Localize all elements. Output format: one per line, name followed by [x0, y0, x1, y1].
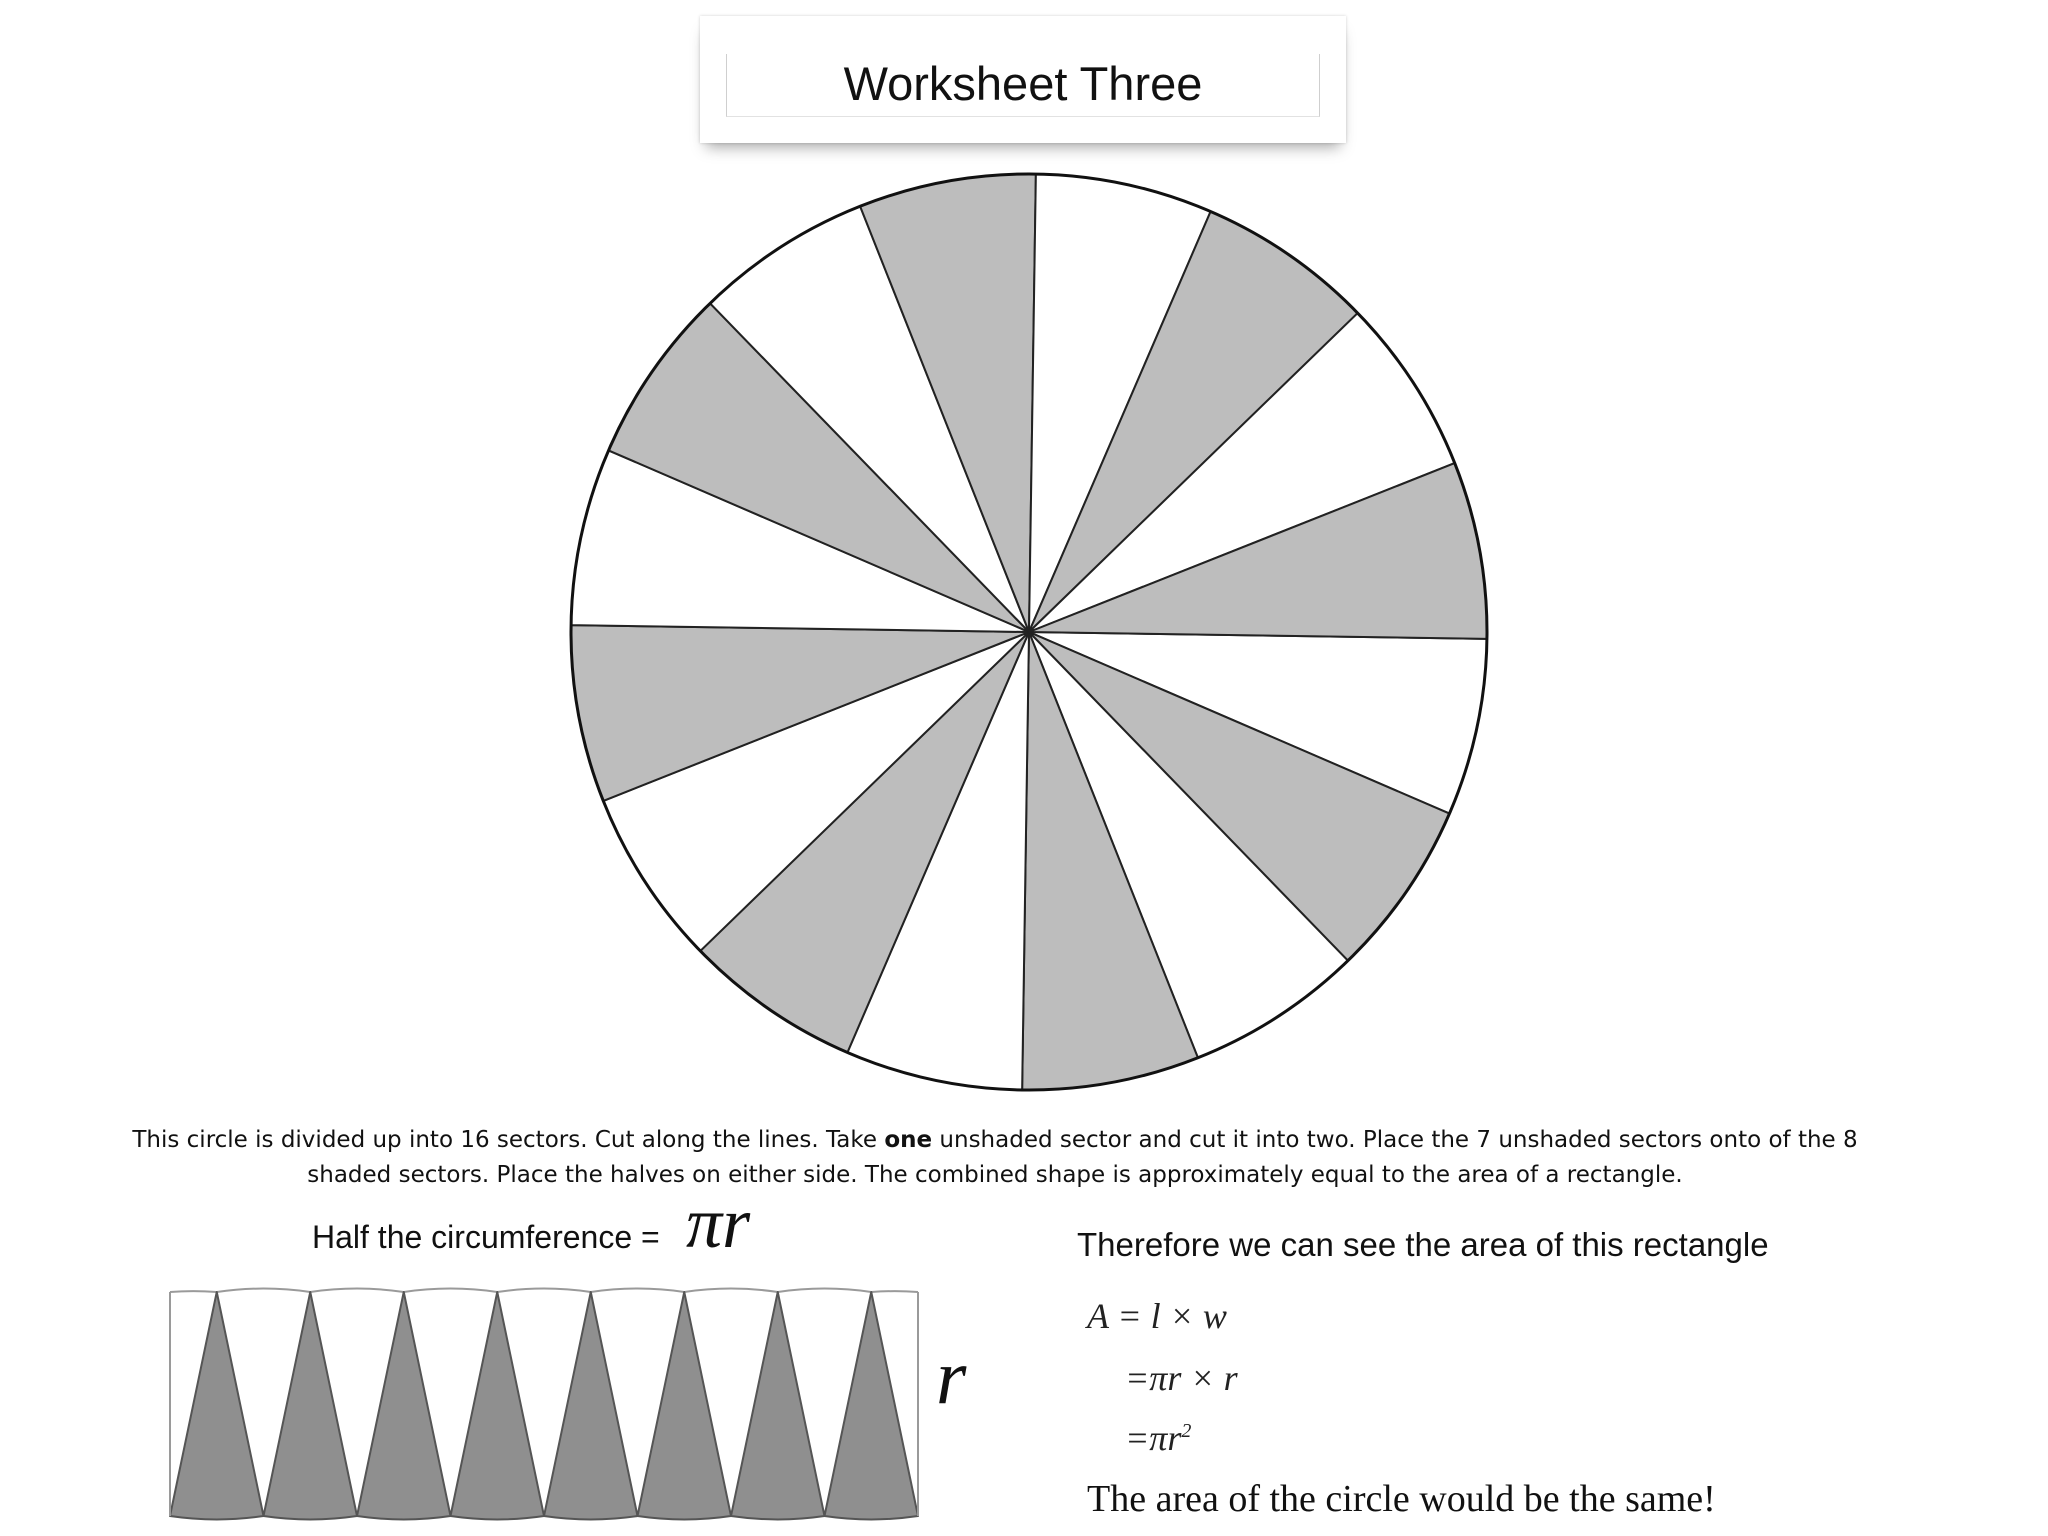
sector-circle [571, 174, 1487, 1090]
formula-substitution: =πr × r [1125, 1358, 1238, 1398]
explanation-heading: Therefore we can see the area of this rectangle [1077, 1226, 1769, 1263]
unshaded-arc [310, 1289, 404, 1292]
unshaded-arc [404, 1289, 498, 1292]
rearranged-sectors-strip [170, 1289, 918, 1520]
radius-symbol: r [936, 1333, 967, 1420]
unshaded-arc [591, 1289, 685, 1292]
unshaded-arc [871, 1291, 918, 1292]
formula-result-exponent: 2 [1181, 1420, 1192, 1442]
formula-result [1125, 1417, 1191, 1459]
instructions-text [130, 1123, 1860, 1193]
unshaded-arc [684, 1289, 778, 1292]
half-circumference-label: Half the circumference = [312, 1219, 660, 1255]
formula-area: A = l × w [1087, 1296, 1227, 1336]
pi-r-symbol: πr [686, 1183, 751, 1263]
title-card [700, 16, 1346, 143]
unshaded-arc [170, 1291, 217, 1292]
unshaded-arc [217, 1289, 311, 1292]
instructions-part1: This circle is divided up into 16 sectors. Cut along the lines. Take [132, 1127, 885, 1153]
conclusion-text: The area of the circle would be the same! [1087, 1478, 1716, 1520]
worksheet-title: Worksheet Three [843, 57, 1203, 110]
instructions-part2: unshaded sector and cut it into two. Place the 7 unshaded sectors onto of the 8 shaded sectors. Place the halves on either side. The combined shape is approximately equal to the area of a rectangle. [307, 1127, 1858, 1188]
formula-result-base: =πr [1125, 1418, 1182, 1458]
unshaded-arc [778, 1289, 872, 1292]
instructions-bold-word: one [884, 1127, 933, 1153]
unshaded-arc [497, 1289, 591, 1292]
